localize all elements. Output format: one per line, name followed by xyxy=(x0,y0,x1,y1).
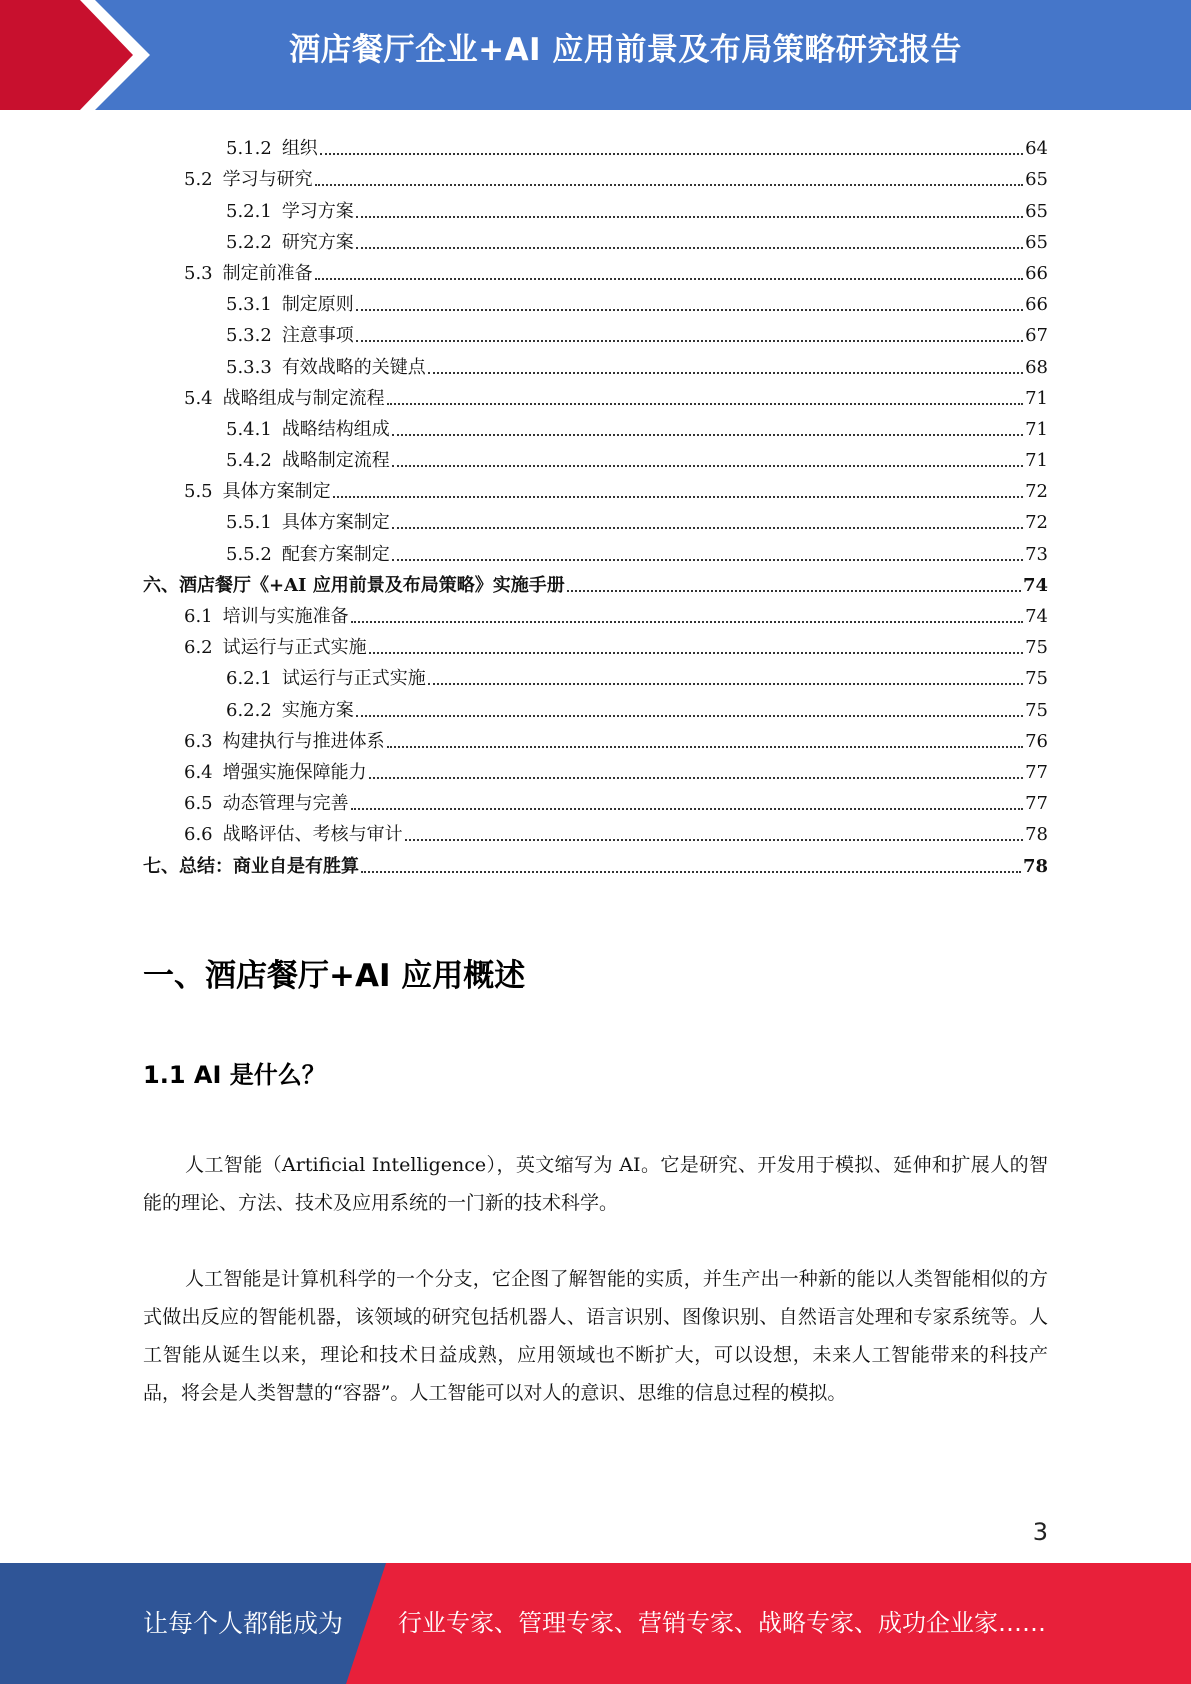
toc-dot-leader xyxy=(369,636,1023,654)
toc-entry-page: 65 xyxy=(1025,200,1048,222)
page-number: 3 xyxy=(1032,1518,1048,1546)
toc-entry[interactable] xyxy=(143,845,1048,876)
toc-dot-leader xyxy=(428,667,1023,685)
section-heading: 一、酒店餐厅+AI 应用概述 xyxy=(143,958,526,994)
toc-entry-number: 6.2.2 xyxy=(226,699,272,721)
toc-entry[interactable] xyxy=(143,440,1048,471)
table-of-contents xyxy=(143,128,1048,877)
toc-entry-page: 66 xyxy=(1025,262,1048,284)
toc-dot-leader xyxy=(356,699,1023,717)
toc-entry[interactable] xyxy=(143,284,1048,315)
toc-entry-title: 战略组成与制定流程 xyxy=(222,387,385,409)
toc-entry-number: 5.5.2 xyxy=(226,543,272,565)
toc-entry-page: 75 xyxy=(1025,668,1048,690)
toc-dot-leader xyxy=(392,449,1023,467)
toc-entry-number: 6.2.1 xyxy=(226,668,272,690)
toc-entry-title: 总结：商业自是有胜算 xyxy=(179,855,359,877)
toc-entry[interactable] xyxy=(143,315,1048,346)
header-chevron-icon xyxy=(0,0,200,110)
toc-entry[interactable] xyxy=(143,502,1048,533)
toc-entry-number: 5.5 xyxy=(184,481,213,503)
toc-entry[interactable] xyxy=(143,721,1048,752)
toc-entry-number: 5.4.2 xyxy=(226,450,272,472)
toc-entry-number: 5.3.1 xyxy=(226,294,272,316)
toc-entry-title: 增强实施保障能力 xyxy=(222,761,367,783)
toc-dot-leader xyxy=(392,511,1023,529)
toc-dot-leader xyxy=(351,792,1023,810)
toc-entry-title: 制定前准备 xyxy=(222,262,313,284)
toc-dot-leader xyxy=(333,480,1023,498)
toc-entry-number: 6.2 xyxy=(184,637,213,659)
toc-entry-number: 6.3 xyxy=(184,730,213,752)
toc-entry-title: 学习方案 xyxy=(281,200,354,222)
toc-entry-page: 71 xyxy=(1025,387,1048,409)
toc-entry-title: 配套方案制定 xyxy=(281,543,390,565)
toc-entry-title: 注意事项 xyxy=(281,325,354,347)
toc-dot-leader xyxy=(356,324,1023,342)
toc-entry-title: 具体方案制定 xyxy=(281,512,390,534)
toc-entry-page: 78 xyxy=(1022,855,1048,877)
toc-entry-number: 5.3.3 xyxy=(226,356,272,378)
toc-entry[interactable] xyxy=(143,596,1048,627)
toc-entry-page: 65 xyxy=(1025,169,1048,191)
toc-entry-title: 培训与实施准备 xyxy=(222,606,349,627)
toc-entry-title: 动态管理与完善 xyxy=(222,793,349,815)
toc-entry-number: 5.3 xyxy=(184,262,213,284)
toc-dot-leader xyxy=(356,293,1023,311)
toc-entry-page: 77 xyxy=(1025,761,1048,783)
footer-slogan-left: 让每个人都能成为 xyxy=(143,1609,344,1638)
footer-slogan-right: 行业专家、管理专家、营销专家、战略专家、成功企业家…… xyxy=(398,1609,1046,1637)
toc-dot-leader xyxy=(392,543,1023,561)
toc-entry-page: 66 xyxy=(1025,294,1048,316)
toc-entry-title: 学习与研究 xyxy=(222,169,313,191)
toc-entry-number: 5.5.1 xyxy=(226,512,272,534)
toc-dot-leader xyxy=(387,387,1023,405)
toc-entry-number: 6.5 xyxy=(184,793,213,815)
toc-entry-number: 5.4.1 xyxy=(226,418,272,440)
toc-dot-leader xyxy=(320,137,1023,155)
toc-entry-page: 72 xyxy=(1025,512,1048,534)
toc-entry-page: 68 xyxy=(1025,356,1048,378)
toc-entry-title: 试运行与正式实施 xyxy=(222,637,367,659)
toc-entry[interactable] xyxy=(143,752,1048,783)
page-footer xyxy=(0,1563,1191,1684)
toc-dot-leader xyxy=(356,231,1023,249)
toc-entry-page: 71 xyxy=(1025,450,1048,472)
page-header xyxy=(0,0,1191,110)
toc-entry-page: 75 xyxy=(1025,637,1048,659)
toc-entry[interactable] xyxy=(143,190,1048,221)
toc-entry-page: 73 xyxy=(1025,543,1048,565)
toc-entry-title: 酒店餐厅《+AI 应用前景及布局策略》实施手册 xyxy=(179,574,565,596)
toc-entry-number: 七、 xyxy=(143,855,179,877)
toc-entry-page: 75 xyxy=(1025,699,1048,721)
paragraph-2: 人工智能是计算机科学的一个分支，它企图了解智能的实质，并生产出一种新的能以人类智能相似的方式做出反应的智能机器，该领域的研究包括机器人、语言识别、图像识别、自然语言处理和专家系统等。人工智能从诞生以来，理论和技术日益成熟，应用领域也不断扩大，可以设想，未来人工智能带来的科技产品，将会是人类智慧的“容器”。人工智能可以对人的意识、思维的信息过程的模拟。 xyxy=(143,1268,1048,1404)
toc-entry[interactable] xyxy=(143,128,1048,159)
toc-dot-leader xyxy=(356,200,1023,218)
toc-entry-page: 71 xyxy=(1025,418,1048,440)
toc-entry-title: 研究方案 xyxy=(281,231,354,253)
toc-entry-number: 5.3.2 xyxy=(226,325,272,347)
toc-entry-number: 5.1.2 xyxy=(226,138,272,160)
toc-entry[interactable] xyxy=(143,814,1048,845)
toc-dot-leader xyxy=(351,605,1023,623)
toc-entry-title: 有效战略的关键点 xyxy=(281,356,426,378)
toc-entry[interactable] xyxy=(143,253,1048,284)
toc-dot-leader xyxy=(361,855,1021,873)
toc-entry-number: 6.6 xyxy=(184,824,213,846)
toc-entry-page: 74 xyxy=(1022,574,1048,596)
toc-entry[interactable] xyxy=(143,565,1048,596)
toc-entry-title: 组织 xyxy=(281,138,318,160)
toc-dot-leader xyxy=(315,168,1023,186)
header-title: 酒店餐厅企业+AI 应用前景及布局策略研究报告 xyxy=(289,32,962,68)
toc-dot-leader xyxy=(387,730,1023,748)
toc-entry[interactable] xyxy=(143,378,1048,409)
toc-dot-leader xyxy=(428,356,1023,374)
toc-dot-leader xyxy=(567,574,1021,592)
toc-entry-title: 构建执行与推进体系 xyxy=(222,730,385,752)
toc-entry-page: 64 xyxy=(1025,138,1048,160)
toc-entry[interactable] xyxy=(143,658,1048,689)
toc-entry-page: 77 xyxy=(1025,793,1048,815)
toc-dot-leader xyxy=(315,262,1023,280)
toc-entry-number: 6.4 xyxy=(184,761,213,783)
toc-entry-page: 74 xyxy=(1025,606,1048,627)
toc-entry-number: 六、 xyxy=(143,574,179,596)
toc-entry[interactable] xyxy=(143,409,1048,440)
toc-entry[interactable] xyxy=(143,783,1048,814)
toc-entry-page: 67 xyxy=(1025,325,1048,347)
toc-entry-title: 战略制定流程 xyxy=(281,450,390,472)
toc-entry-page: 78 xyxy=(1025,824,1048,846)
toc-entry[interactable] xyxy=(143,346,1048,377)
toc-entry-number: 6.1 xyxy=(184,606,213,627)
toc-entry[interactable] xyxy=(143,471,1048,502)
subsection-heading: 1.1 AI 是什么？ xyxy=(143,1061,326,1089)
toc-entry-title: 战略评估、考核与审计 xyxy=(222,824,403,846)
toc-dot-leader xyxy=(369,761,1023,779)
toc-entry-page: 72 xyxy=(1025,481,1048,503)
toc-entry-number: 5.2.2 xyxy=(226,231,272,253)
toc-entry-title: 战略结构组成 xyxy=(281,418,390,440)
toc-entry-number: 5.2.1 xyxy=(226,200,272,222)
toc-entry[interactable] xyxy=(143,533,1048,564)
toc-entry-number: 5.4 xyxy=(184,387,213,409)
toc-entry-page: 76 xyxy=(1025,730,1048,752)
toc-entry[interactable] xyxy=(143,159,1048,190)
toc-dot-leader xyxy=(405,823,1023,841)
paragraph-1: 人工智能（Artificial Intelligence），英文缩写为 AI。它是研究、开发用于模拟、延伸和扩展人的智能的理论、方法、技术及应用系统的一门新的技术科学。 xyxy=(143,1154,1048,1214)
toc-entry-title: 具体方案制定 xyxy=(222,481,331,503)
toc-entry[interactable] xyxy=(143,627,1048,658)
toc-entry[interactable] xyxy=(143,222,1048,253)
toc-entry-page: 65 xyxy=(1025,231,1048,253)
toc-entry-title: 试运行与正式实施 xyxy=(281,668,426,690)
toc-dot-leader xyxy=(392,418,1023,436)
toc-entry-title: 制定原则 xyxy=(281,294,354,316)
toc-entry[interactable] xyxy=(143,689,1048,720)
toc-entry-number: 5.2 xyxy=(184,169,213,191)
toc-entry-title: 实施方案 xyxy=(281,699,354,721)
